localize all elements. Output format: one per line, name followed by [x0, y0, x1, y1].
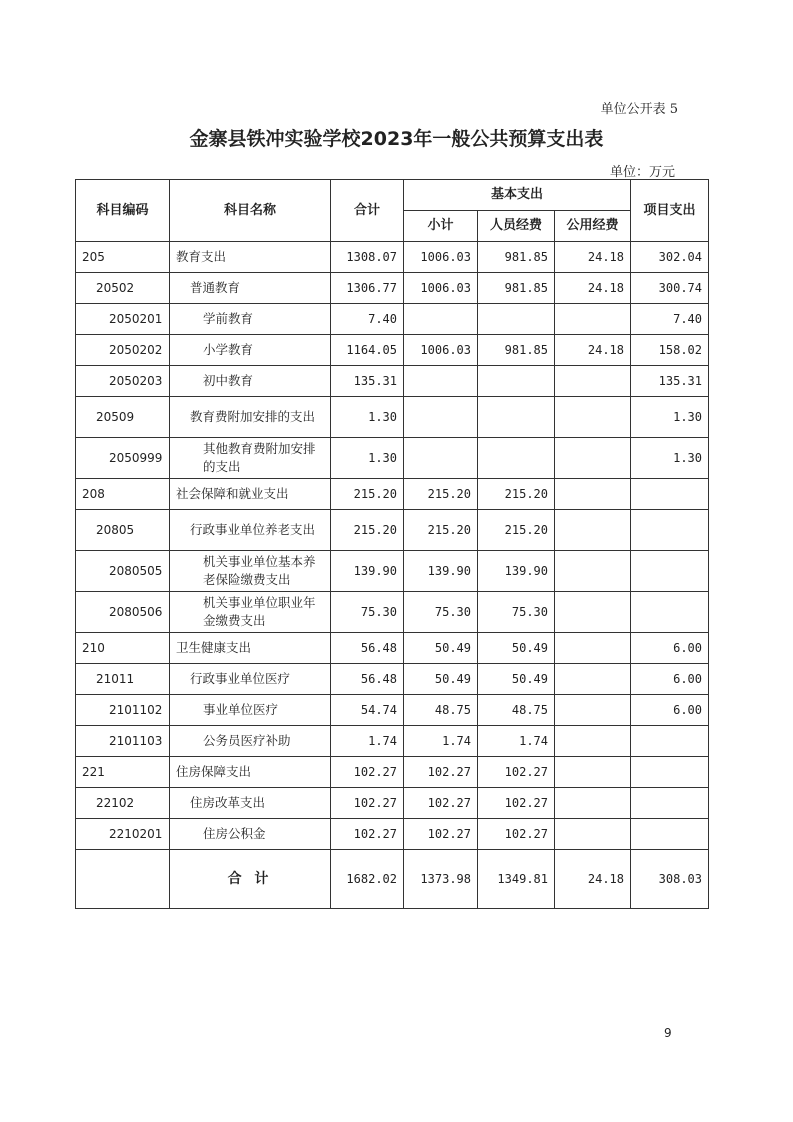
row-subtotal	[404, 438, 478, 479]
row-personnel: 139.90	[478, 551, 555, 592]
row-personnel: 50.49	[478, 664, 555, 695]
row-total: 1.30	[331, 397, 404, 438]
table-row	[76, 510, 709, 551]
row-subtotal: 215.20	[404, 479, 478, 510]
row-name: 事业单位医疗	[170, 695, 331, 726]
row-code: 2210201	[76, 819, 170, 850]
row-total: 102.27	[331, 819, 404, 850]
unit-label: 单位：万元	[609, 165, 675, 180]
budget-table	[75, 179, 709, 909]
row-subtotal: 139.90	[404, 551, 478, 592]
table-row	[76, 304, 709, 335]
total-row	[76, 850, 709, 909]
row-public	[555, 695, 631, 726]
row-name: 住房保障支出	[170, 757, 331, 788]
total-total: 1682.02	[331, 850, 404, 909]
row-personnel	[478, 304, 555, 335]
row-project: 158.02	[631, 335, 709, 366]
row-total: 139.90	[331, 551, 404, 592]
row-subtotal: 102.27	[404, 757, 478, 788]
table-row	[76, 726, 709, 757]
row-name: 教育费附加安排的支出	[170, 397, 331, 438]
row-project: 6.00	[631, 664, 709, 695]
row-name: 普通教育	[170, 273, 331, 304]
table-row	[76, 397, 709, 438]
row-total: 54.74	[331, 695, 404, 726]
header-basic: 基本支出	[404, 180, 631, 211]
row-code: 221	[76, 757, 170, 788]
row-public	[555, 510, 631, 551]
row-public	[555, 726, 631, 757]
row-project: 300.74	[631, 273, 709, 304]
header-public: 公用经费	[555, 211, 631, 242]
row-subtotal: 1006.03	[404, 335, 478, 366]
row-total: 1.74	[331, 726, 404, 757]
table-row	[76, 273, 709, 304]
row-public	[555, 397, 631, 438]
row-project	[631, 788, 709, 819]
row-code: 205	[76, 242, 170, 273]
row-code: 2080506	[76, 592, 170, 633]
page-title: 金寨县铁冲实验学校2023年一般公共预算支出表	[189, 128, 604, 150]
row-personnel	[478, 397, 555, 438]
row-name: 住房改革支出	[170, 788, 331, 819]
row-personnel: 981.85	[478, 335, 555, 366]
row-total: 102.27	[331, 757, 404, 788]
header-subtotal: 小计	[404, 211, 478, 242]
row-public	[555, 757, 631, 788]
row-code: 22102	[76, 788, 170, 819]
row-total: 1164.05	[331, 335, 404, 366]
row-personnel: 102.27	[478, 788, 555, 819]
row-personnel: 215.20	[478, 479, 555, 510]
row-total: 1306.77	[331, 273, 404, 304]
row-subtotal: 1006.03	[404, 242, 478, 273]
row-project: 1.30	[631, 438, 709, 479]
row-public	[555, 366, 631, 397]
row-code: 208	[76, 479, 170, 510]
row-personnel: 981.85	[478, 273, 555, 304]
row-name: 初中教育	[170, 366, 331, 397]
total-subtotal: 1373.98	[404, 850, 478, 909]
row-total: 7.40	[331, 304, 404, 335]
table-row	[76, 366, 709, 397]
row-personnel	[478, 438, 555, 479]
table-row	[76, 242, 709, 273]
row-project	[631, 592, 709, 633]
page-number: 9	[664, 1026, 672, 1040]
row-code: 20502	[76, 273, 170, 304]
total-public: 24.18	[555, 850, 631, 909]
row-public: 24.18	[555, 242, 631, 273]
row-code: 21011	[76, 664, 170, 695]
row-name: 教育支出	[170, 242, 331, 273]
row-public: 24.18	[555, 273, 631, 304]
row-total: 215.20	[331, 479, 404, 510]
row-project	[631, 726, 709, 757]
row-name: 公务员医疗补助	[170, 726, 331, 757]
row-subtotal: 50.49	[404, 664, 478, 695]
row-subtotal: 75.30	[404, 592, 478, 633]
row-code: 2080505	[76, 551, 170, 592]
row-project: 6.00	[631, 633, 709, 664]
row-total: 56.48	[331, 633, 404, 664]
header-total: 合计	[331, 180, 404, 242]
header-name: 科目名称	[170, 180, 331, 242]
row-total: 75.30	[331, 592, 404, 633]
row-name: 社会保障和就业支出	[170, 479, 331, 510]
table-row	[76, 757, 709, 788]
row-project	[631, 757, 709, 788]
total-personnel: 1349.81	[478, 850, 555, 909]
row-project: 1.30	[631, 397, 709, 438]
row-personnel: 981.85	[478, 242, 555, 273]
row-subtotal	[404, 397, 478, 438]
row-total: 1308.07	[331, 242, 404, 273]
header-personnel: 人员经费	[478, 211, 555, 242]
row-public	[555, 819, 631, 850]
row-code: 20805	[76, 510, 170, 551]
row-public: 24.18	[555, 335, 631, 366]
row-name: 卫生健康支出	[170, 633, 331, 664]
table-number: 单位公开表 5	[600, 102, 678, 117]
row-public	[555, 633, 631, 664]
row-project: 135.31	[631, 366, 709, 397]
table-row	[76, 592, 709, 633]
row-name: 机关事业单位职业年金缴费支出	[170, 592, 331, 633]
row-personnel: 48.75	[478, 695, 555, 726]
row-public	[555, 664, 631, 695]
table-row	[76, 819, 709, 850]
table-row	[76, 695, 709, 726]
row-subtotal: 48.75	[404, 695, 478, 726]
header-code: 科目编码	[76, 180, 170, 242]
header-project: 项目支出	[631, 180, 709, 242]
row-project: 6.00	[631, 695, 709, 726]
row-public	[555, 438, 631, 479]
total-label: 合 计	[170, 850, 331, 909]
row-total: 102.27	[331, 788, 404, 819]
row-subtotal: 1.74	[404, 726, 478, 757]
row-subtotal: 102.27	[404, 819, 478, 850]
table-row	[76, 438, 709, 479]
table-row	[76, 633, 709, 664]
total-project: 308.03	[631, 850, 709, 909]
row-project	[631, 510, 709, 551]
row-public	[555, 788, 631, 819]
row-personnel: 1.74	[478, 726, 555, 757]
row-code: 2050203	[76, 366, 170, 397]
row-name: 住房公积金	[170, 819, 331, 850]
row-project	[631, 819, 709, 850]
row-subtotal: 215.20	[404, 510, 478, 551]
row-personnel: 75.30	[478, 592, 555, 633]
row-name: 行政事业单位养老支出	[170, 510, 331, 551]
row-name: 其他教育费附加安排的支出	[170, 438, 331, 479]
row-subtotal: 50.49	[404, 633, 478, 664]
row-personnel: 50.49	[478, 633, 555, 664]
row-total: 56.48	[331, 664, 404, 695]
row-subtotal: 1006.03	[404, 273, 478, 304]
table-row	[76, 551, 709, 592]
row-subtotal	[404, 304, 478, 335]
row-code: 2050201	[76, 304, 170, 335]
row-project	[631, 479, 709, 510]
row-project: 302.04	[631, 242, 709, 273]
row-personnel: 102.27	[478, 819, 555, 850]
row-project: 7.40	[631, 304, 709, 335]
row-code: 210	[76, 633, 170, 664]
row-code: 2050202	[76, 335, 170, 366]
row-name: 小学教育	[170, 335, 331, 366]
row-project	[631, 551, 709, 592]
row-code: 20509	[76, 397, 170, 438]
table-row	[76, 788, 709, 819]
row-code: 2050999	[76, 438, 170, 479]
row-code: 2101102	[76, 695, 170, 726]
table-row	[76, 664, 709, 695]
row-name: 机关事业单位基本养老保险缴费支出	[170, 551, 331, 592]
row-personnel: 102.27	[478, 757, 555, 788]
row-personnel	[478, 366, 555, 397]
row-public	[555, 592, 631, 633]
row-code: 2101103	[76, 726, 170, 757]
row-personnel: 215.20	[478, 510, 555, 551]
row-total: 215.20	[331, 510, 404, 551]
row-subtotal: 102.27	[404, 788, 478, 819]
row-total: 135.31	[331, 366, 404, 397]
row-public	[555, 479, 631, 510]
row-total: 1.30	[331, 438, 404, 479]
table-row	[76, 335, 709, 366]
row-subtotal	[404, 366, 478, 397]
row-public	[555, 304, 631, 335]
row-name: 学前教育	[170, 304, 331, 335]
table-row	[76, 479, 709, 510]
row-public	[555, 551, 631, 592]
total-code-cell	[76, 850, 170, 909]
row-name: 行政事业单位医疗	[170, 664, 331, 695]
